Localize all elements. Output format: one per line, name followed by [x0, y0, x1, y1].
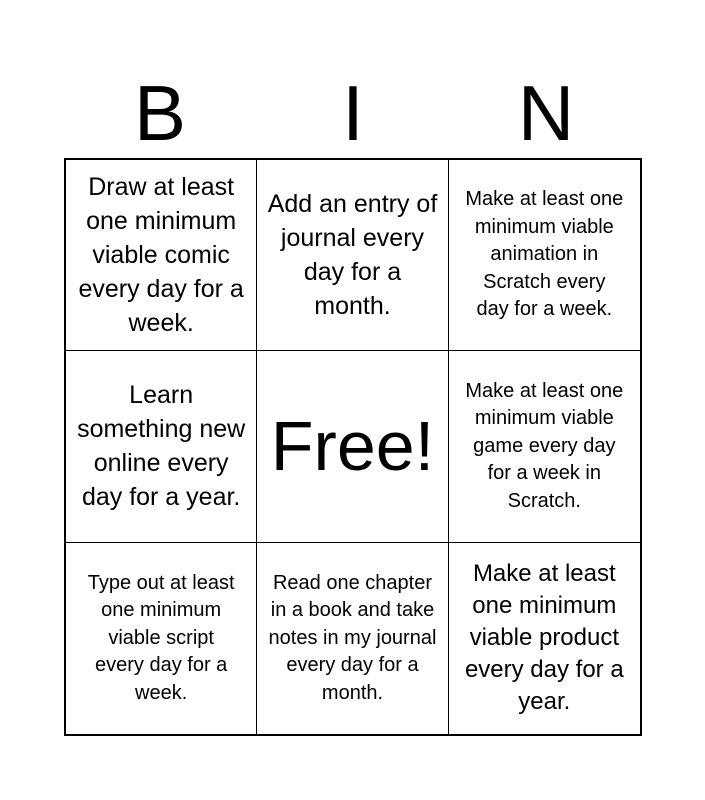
bingo-cell[interactable]	[449, 351, 640, 542]
bingo-cell[interactable]	[66, 160, 257, 351]
bingo-cell[interactable]	[66, 543, 257, 734]
cell-text: Make at least one minimum viable animation in Scratch every day for a week.	[465, 188, 624, 321]
cell-text: Add an entry of journal every day for a month.	[267, 190, 438, 321]
cell-text: Make at least one minimum viable product every day for a year.	[464, 560, 624, 716]
cell-text: Type out at least one minimum viable script every day for a week.	[87, 571, 235, 704]
header-letter-i: I	[342, 69, 364, 157]
bingo-cell[interactable]	[257, 543, 448, 734]
header-letter-n: N	[517, 69, 575, 157]
header-letter-b: B	[133, 69, 187, 157]
bingo-cell[interactable]	[66, 351, 257, 542]
bingo-board	[64, 158, 642, 736]
free-space-label: Free!	[270, 407, 435, 486]
cell-text: Read one chapter in a book and take notes in my journal every day for a month.	[268, 571, 437, 704]
bingo-cell[interactable]	[449, 160, 640, 351]
cell-text: Make at least one minimum viable game every day for a week in Scratch.	[465, 379, 624, 512]
bingo-header	[64, 70, 642, 156]
cell-text: Learn something new online every day for a year.	[77, 381, 246, 512]
cell-text: Draw at least one minimum viable comic every day for a week.	[78, 173, 244, 338]
bingo-cell[interactable]	[257, 160, 448, 351]
bingo-cell[interactable]	[449, 543, 640, 734]
free-space-cell[interactable]	[257, 351, 448, 542]
